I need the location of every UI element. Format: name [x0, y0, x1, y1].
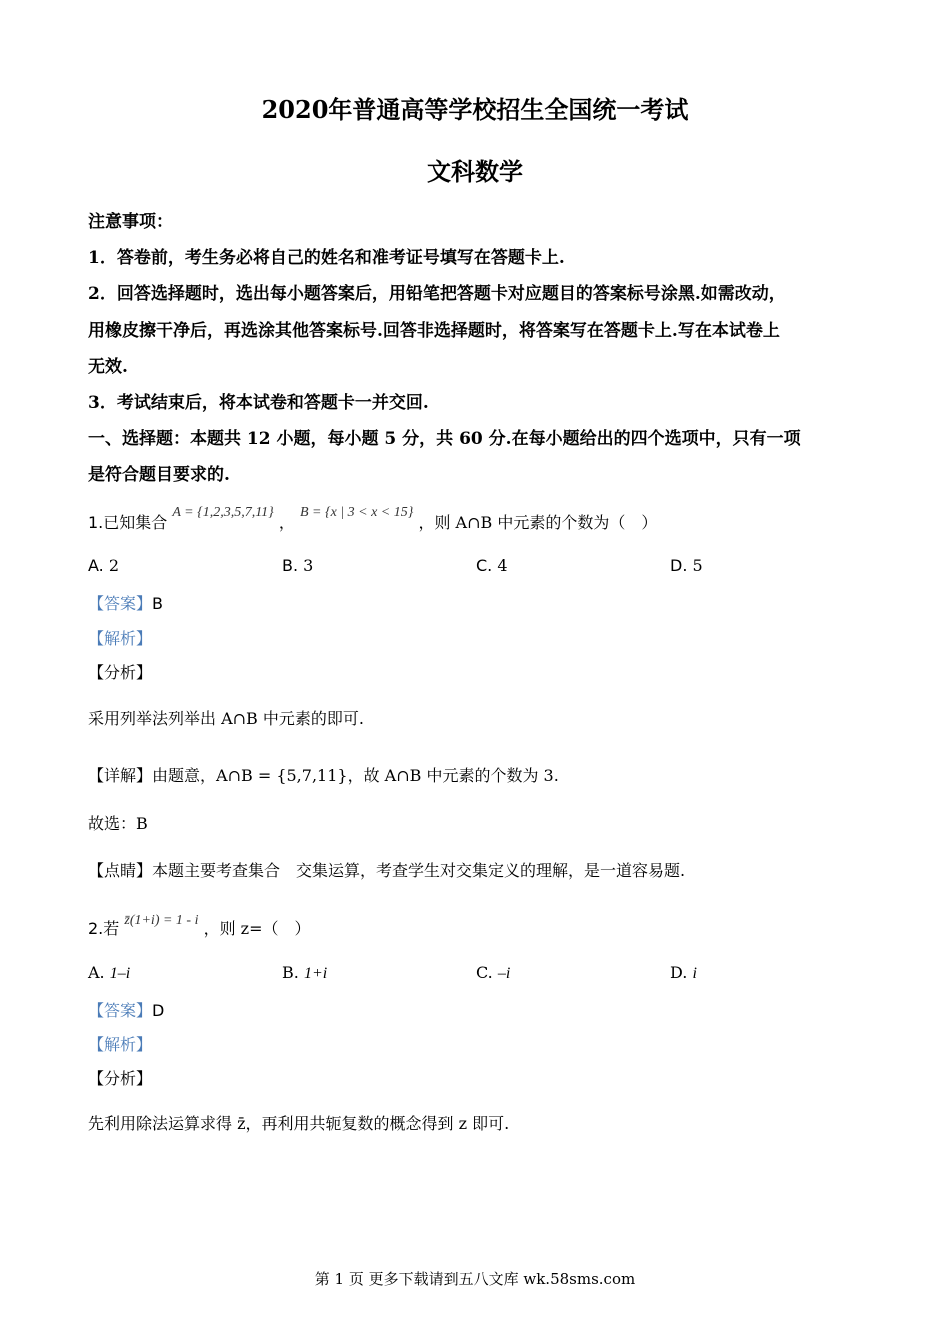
- q1-option-b: [282, 556, 313, 575]
- q1-option-c: [476, 556, 508, 575]
- q1-comment: [88, 858, 685, 881]
- section-heading-line-2: 是符合题目要求的.: [88, 465, 230, 485]
- notice-item-1: 1．答卷前，考生务必将自己的姓名和准考证号填写在答题卡上.: [88, 248, 565, 268]
- q1-fenxi-text: 采用列举法列举出 A∩B 中元素的即可.: [88, 709, 364, 728]
- q2-option-b-letter: B.: [282, 963, 304, 982]
- q1-choice: 故选：B: [88, 814, 148, 833]
- q1-option-d: [670, 556, 703, 575]
- document-subtitle: 文科数学: [427, 157, 523, 186]
- page-footer: 第 1 页 更多下载请到五八文库 wk.58sms.com: [314, 1270, 636, 1288]
- q1-option-b-letter: B.: [282, 556, 299, 575]
- q1-answer-value: B: [152, 594, 163, 613]
- q2-fenxi-text: 先利用除法运算求得 z̄，再利用共轭复数的概念得到 z 即可.: [88, 1114, 510, 1133]
- q1-suffix: ，则 A∩B 中元素的个数为（ ）: [418, 513, 658, 532]
- q1-option-a: [88, 556, 119, 575]
- q1-analysis-label: 【解析】: [88, 629, 153, 648]
- q1-option-a-value: 2: [108, 556, 120, 575]
- q1-comment-label: 【点睛】: [88, 861, 153, 880]
- q2-answer: [88, 998, 164, 1021]
- q2-option-d: [670, 963, 697, 983]
- q1-set-b: B = {x | 3 < x < 15}: [299, 505, 414, 520]
- notice-item-3: 3．考试结束后，将本试卷和答题卡一并交回.: [88, 393, 429, 413]
- q1-option-c-letter: C.: [476, 556, 493, 575]
- q1-option-d-letter: D.: [670, 556, 688, 575]
- q1-detail-label: 【详解】: [88, 766, 153, 785]
- q1-option-c-value: 4: [497, 556, 508, 575]
- q2-answer-value: D: [152, 1001, 165, 1020]
- q2-answer-label: 【答案】: [88, 1001, 153, 1020]
- q1-option-b-value: 3: [303, 556, 314, 575]
- q2-option-b-value: 1+i: [303, 965, 328, 982]
- q1-comma: ，: [278, 513, 295, 532]
- notice-heading: 注意事项：: [88, 212, 173, 232]
- q1-answer: [88, 591, 163, 614]
- q2-analysis-label: 【解析】: [88, 1035, 153, 1054]
- q2-option-b: [282, 963, 327, 983]
- q1-prompt: [88, 505, 658, 533]
- notice-item-2-line-1: 2．回答选择题时，选出每小题答案后，用铅笔把答题卡对应题目的答案标号涂黑.如需改动，: [88, 284, 786, 304]
- document-title: 2020年普通高等学校招生全国统一考试: [261, 95, 689, 124]
- q1-fenxi-label: 【分析】: [88, 663, 153, 682]
- q2-prompt: [88, 913, 311, 939]
- q2-option-d-value: i: [692, 965, 697, 982]
- q1-answer-label: 【答案】: [88, 594, 153, 613]
- section-heading-line-1: 一、选择题：本题共 12 小题，每小题 5 分，共 60 分.在每小题给出的四个选项中，只有一项: [88, 429, 801, 449]
- q2-option-a-value: 1–i: [109, 965, 131, 982]
- q2-option-c-value: –i: [497, 965, 511, 982]
- q2-option-c-letter: C.: [476, 963, 498, 982]
- q1-option-d-value: 5: [692, 556, 703, 575]
- q2-option-a: [88, 963, 130, 983]
- q1-option-a-letter: A.: [88, 556, 104, 575]
- q2-option-c: [476, 963, 510, 983]
- q2-fenxi-label: 【分析】: [88, 1069, 153, 1088]
- notice-item-2-line-3: 无效.: [88, 357, 128, 377]
- q2-option-d-letter: D.: [670, 963, 693, 982]
- q1-prefix: 1.已知集合: [88, 513, 168, 532]
- q2-suffix: ，则 z=（ ）: [203, 919, 311, 938]
- notice-item-2-line-2: 用橡皮擦干净后，再选涂其他答案标号.回答非选择题时，将答案写在答题卡上.写在本试卷上: [88, 321, 780, 341]
- q1-detail-text: 由题意，A∩B = {5,7,11}，故 A∩B 中元素的个数为 3.: [152, 766, 559, 785]
- q1-detail: [88, 763, 559, 786]
- q2-prefix: 2.若: [88, 919, 120, 938]
- q1-comment-text: 本题主要考查集合 交集运算，考查学生对交集定义的理解，是一道容易题.: [152, 861, 686, 880]
- q1-set-a: A = {1,2,3,5,7,11}: [172, 505, 274, 520]
- q2-option-a-letter: A.: [88, 963, 110, 982]
- q2-expression: z̄(1+i) = 1 - i: [124, 913, 199, 928]
